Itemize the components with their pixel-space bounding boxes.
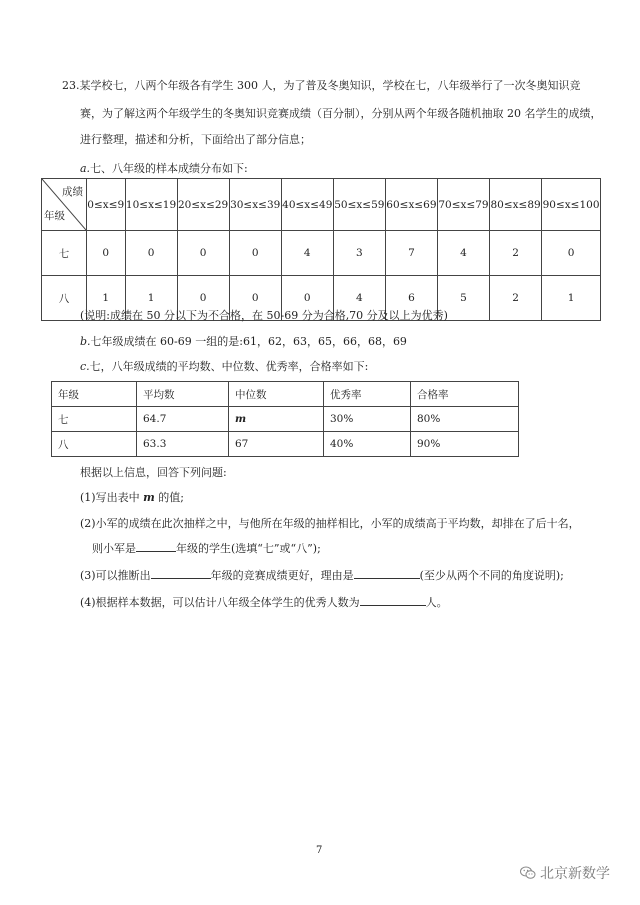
header-grade-label: 年级 [44,210,65,222]
range-header: 50≤x≤59 [333,179,385,231]
table-cell: 30% [324,407,411,432]
problem-intro-line1: 23.某学校七，八两个年级各有学生 300 人，为了普及冬奥知识，学校在七，八年级举行了一次冬奥知识竞 [62,79,581,92]
section-b-body: 七年级成绩在 60-69 一组的是:61，62，63，65，66，68，69 [90,335,407,348]
count-cell: 2 [490,276,542,321]
count-cell: 0 [281,276,333,321]
answer-blank[interactable] [360,593,426,606]
count-cell: 4 [437,231,489,276]
section-a-title: 七、八年级的样本成绩分布如下: [90,162,248,175]
question-2-line2 [92,539,321,557]
statistics-table [51,381,519,457]
count-cell: 0 [229,231,281,276]
range-header: 60≤x≤69 [385,179,437,231]
wechat-icon [520,866,536,880]
count-cell: 1 [542,276,601,321]
answer-blank[interactable] [151,566,211,579]
page-number: 7 [316,845,323,856]
range-header: 40≤x≤49 [281,179,333,231]
table-header-row [52,382,519,407]
table-cell: 八 [52,432,137,457]
table-cell: 90% [411,432,519,457]
section-b-text [80,334,407,350]
count-cell: 5 [437,276,489,321]
count-cell: 1 [125,276,177,321]
table-cell [229,407,324,432]
count-cell: 0 [229,276,281,321]
watermark [520,863,610,883]
diagonal-header-cell [42,179,87,231]
grade-cell: 七 [42,231,87,276]
median-variable: m [235,413,247,425]
table-cell: 七 [52,407,137,432]
score-distribution-table [41,178,601,321]
question-1 [80,490,184,506]
table-cell: 64.7 [137,407,229,432]
watermark-text: 北京新数学 [540,866,610,882]
range-header: 90≤x≤100 [542,179,601,231]
q3-prefix: (3)可以推断出 [80,569,151,582]
section-a-heading [80,161,248,177]
range-header: 80≤x≤89 [490,179,542,231]
section-a-letter: a. [80,162,91,175]
question-4 [80,593,448,611]
header-score-label: 成绩 [62,186,83,198]
section-c-heading [80,359,368,375]
q4-prefix: (4)根据样本数据，可以估计八年级全体学生的优秀人数为 [80,596,360,609]
problem-intro-line3: 进行整理，描述和分析，下面给出了部分信息； [80,133,311,146]
column-header: 优秀率 [324,382,411,407]
range-header: 10≤x≤19 [125,179,177,231]
problem-intro-line2: 赛，为了解这两个年级学生的冬奥知识竞赛成绩（百分制），分别从两个年级各随机抽取 20 名学生的成绩， [80,107,602,120]
count-cell: 2 [490,231,542,276]
question-2-line1: (2)小军的成绩在此次抽样之中，与他所在年级的抽样相比，小军的成绩高于平均数，却排在了后十名， [80,517,580,530]
count-cell: 3 [333,231,385,276]
table-cell: 80% [411,407,519,432]
count-cell: 6 [385,276,437,321]
count-cell: 4 [333,276,385,321]
count-cell: 7 [385,231,437,276]
table-row [42,231,601,276]
q2-suffix: 年级的学生(选填“七”或“八”); [176,542,321,555]
table-cell: 67 [229,432,324,457]
q1-suffix: 的值; [154,491,184,504]
answer-blank[interactable] [136,539,176,552]
count-cell: 4 [281,231,333,276]
questions-intro: 根据以上信息，回答下列问题: [80,466,227,479]
count-cell: 0 [125,231,177,276]
column-header: 合格率 [411,382,519,407]
q3-suffix: (至少从两个不同的角度说明); [419,569,564,582]
grading-note: (说明:成绩在 50 分以下为不合格，在 50-69 分为合格,70 分及以上为优秀) [80,309,448,322]
range-header: 70≤x≤79 [437,179,489,231]
q4-suffix: 人。 [425,596,448,609]
q1-variable: m [143,491,155,504]
count-cell: 0 [177,231,229,276]
range-header: 0≤x≤9 [87,179,126,231]
question-3 [80,566,564,584]
q1-prefix: (1)写出表中 [80,491,144,504]
column-header: 年级 [52,382,137,407]
count-cell: 1 [87,276,126,321]
section-b-letter: b. [80,335,91,348]
section-c-title: 七，八年级成绩的平均数、中位数、优秀率，合格率如下: [89,360,369,373]
range-header: 20≤x≤29 [177,179,229,231]
count-cell: 0 [542,231,601,276]
table-row [52,432,519,457]
section-c-letter: c. [80,360,90,373]
count-cell: 0 [177,276,229,321]
table-header-row [42,179,601,231]
column-header: 平均数 [137,382,229,407]
table-row [52,407,519,432]
answer-blank[interactable] [354,566,420,579]
q2-prefix: 则小军是 [92,542,136,555]
table-cell: 63.3 [137,432,229,457]
column-header: 中位数 [229,382,324,407]
table-cell: 40% [324,432,411,457]
grade-cell: 八 [42,276,87,321]
count-cell: 0 [87,231,126,276]
q3-middle: 年级的竞赛成绩更好，理由是 [210,569,354,582]
range-header: 30≤x≤39 [229,179,281,231]
